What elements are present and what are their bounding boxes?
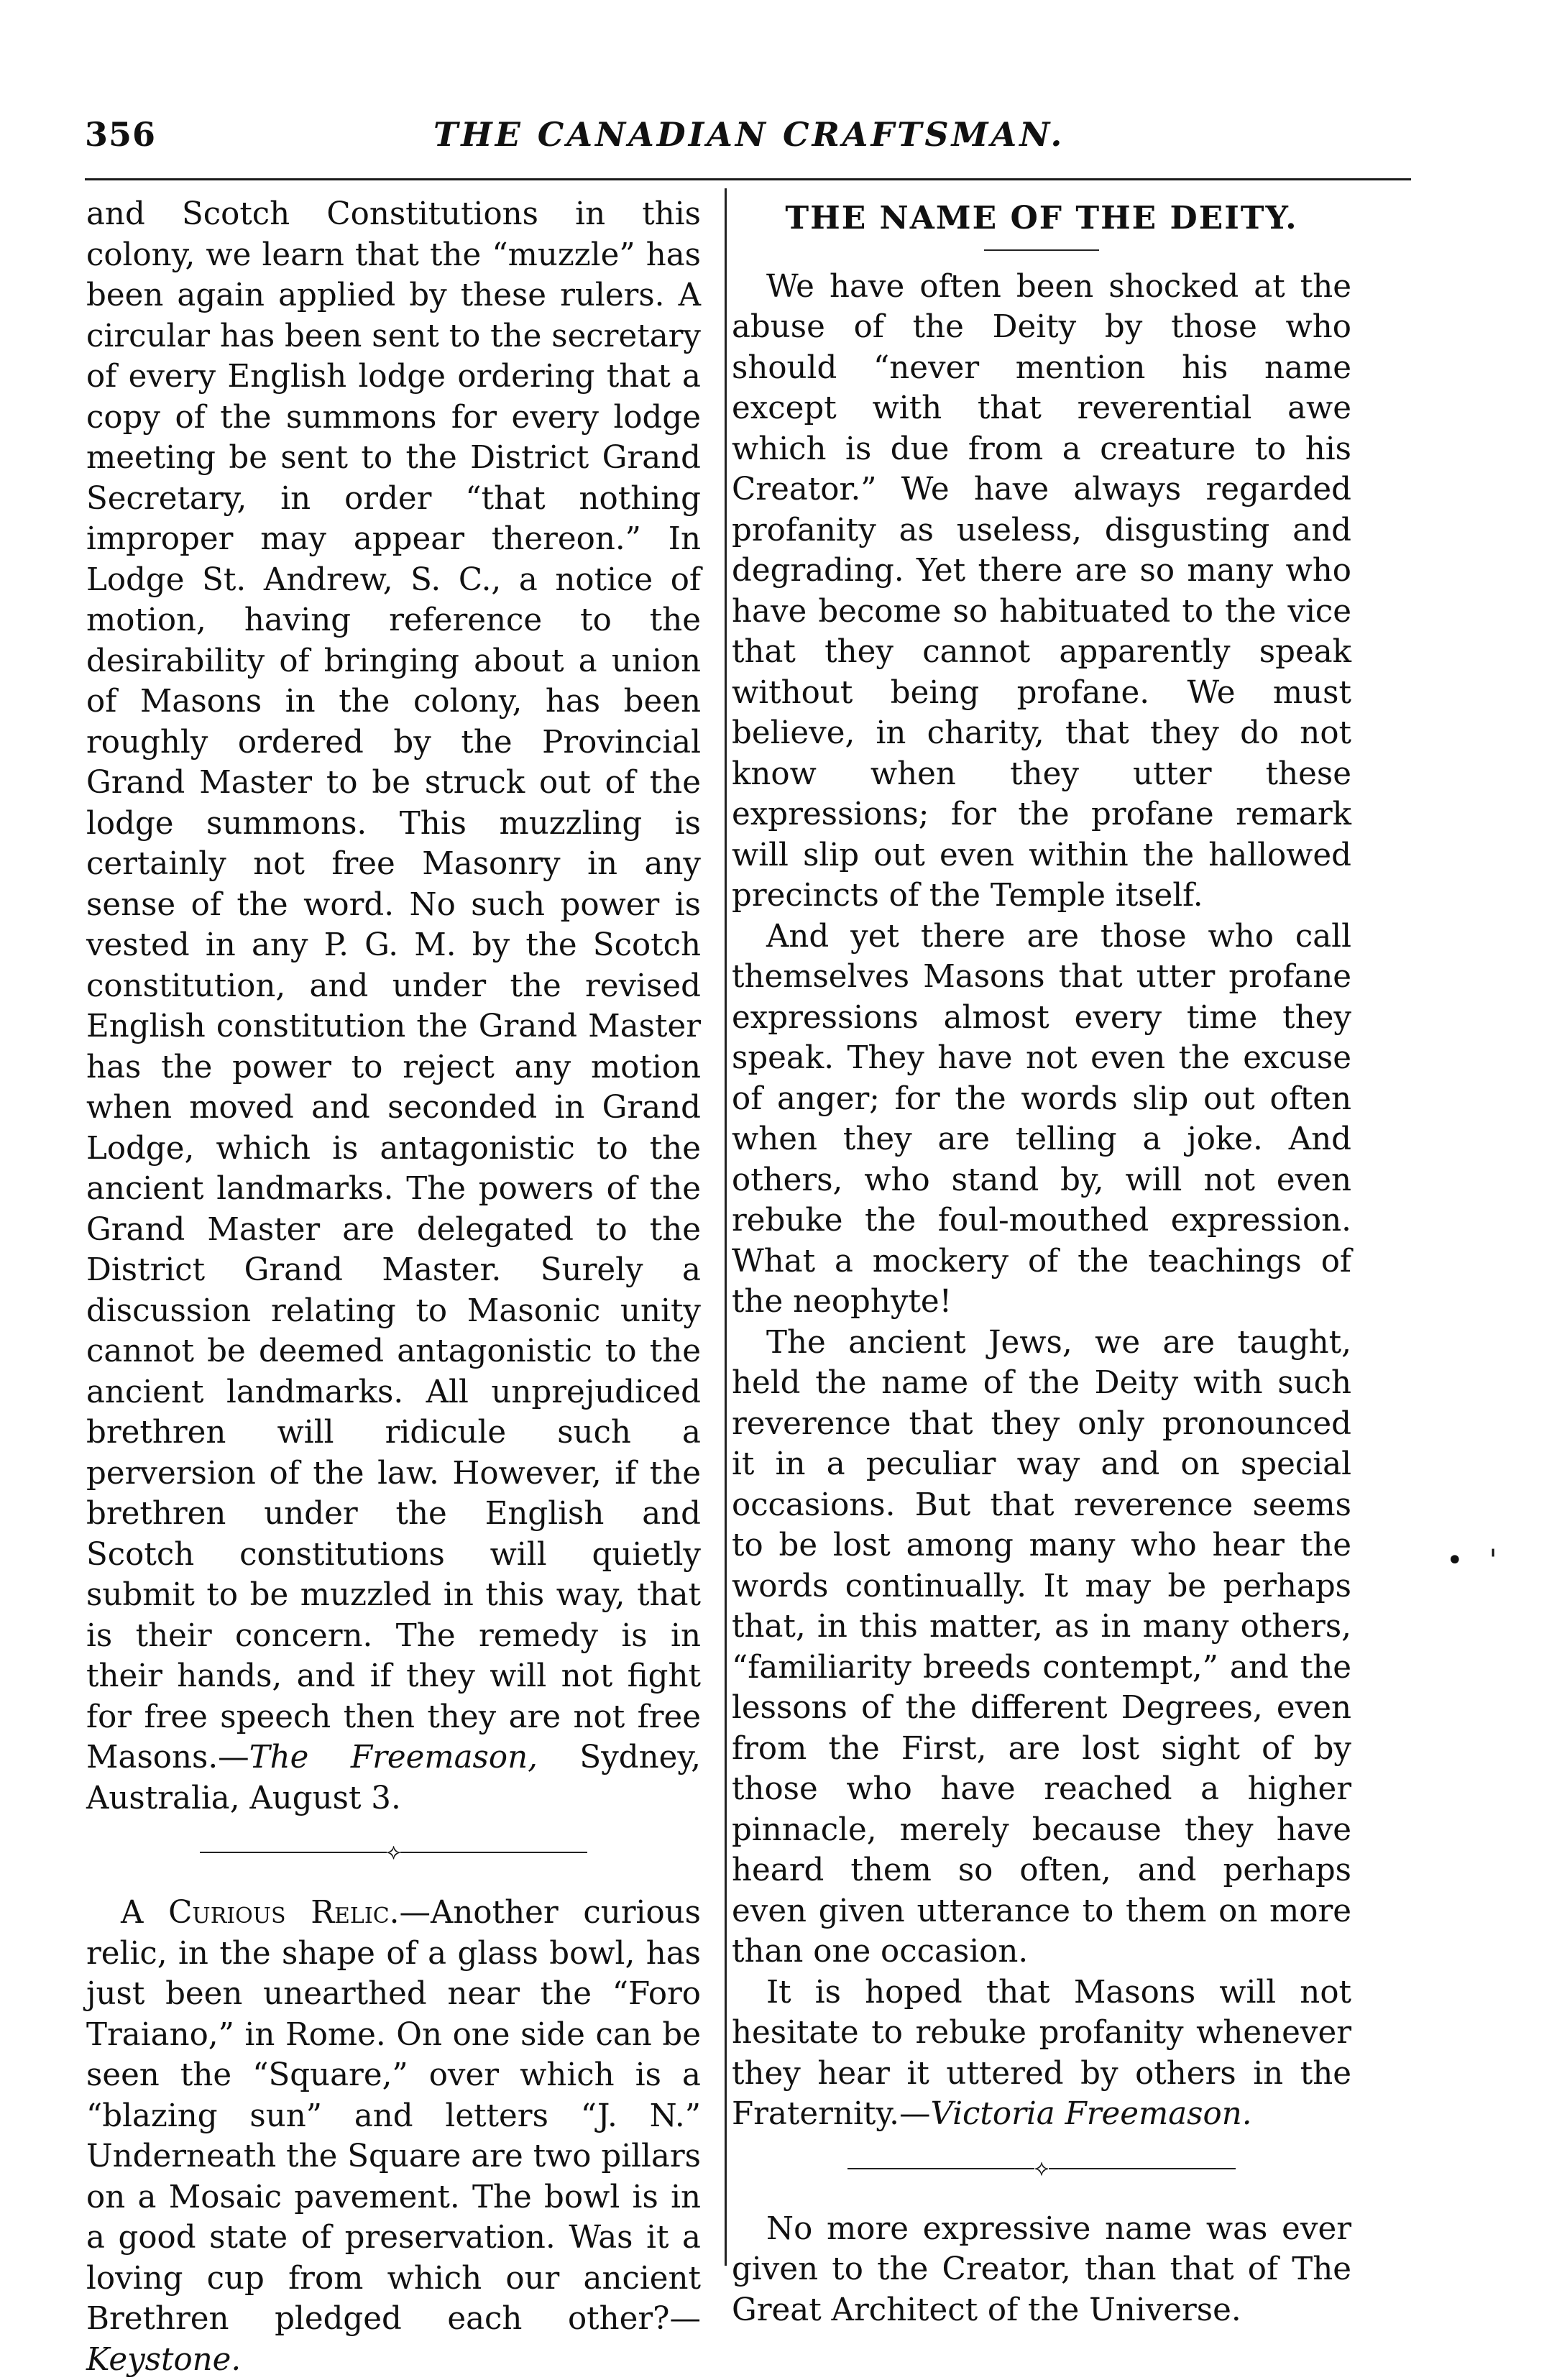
source-citation: The Freemason, <box>249 1740 538 1775</box>
left-column <box>86 194 701 2380</box>
section-separator: ⟡ <box>732 2154 1351 2183</box>
journal-title: THE CANADIAN CRAFTSMAN. <box>433 115 1065 154</box>
article-paragraph: The ancient Jews, we are taught, held the name of the Deity with such reverence that they only pronounced it in a peculiar way and on special occasions. But that reverence seems to be lost among many who hear the words continually. It may be perhaps that, in this matter, as in many others, “familiarity breeds contempt,” and the lessons of the different Degrees, even from the First, are lost sight of by those who have reached a higher pinnacle, merely because they have heard them so often, and perhaps even given utterance to them on more than one occasion. <box>732 1324 1351 1970</box>
section-separator: ⟡ <box>86 1837 701 1867</box>
article-paragraph: It is hoped that Masons will not hesitate to rebuke profanity whenever they hear it uttered by others in the Fraternity.—Victoria Freemason. <box>732 1974 1351 2132</box>
column-divider <box>725 188 727 2266</box>
source-citation: Keystone. <box>86 2341 242 2378</box>
heading-rule <box>984 249 1099 251</box>
article-heading: THE NAME OF THE DEITY. <box>785 200 1298 236</box>
right-column <box>732 194 1351 2330</box>
page-number: 356 <box>85 115 157 154</box>
muzzle-article: and Scotch Constitutions in this colony, we learn that the “muzzle” has been again applied by these rulers. A circular has been sent to the secretary of every English lodge ordering that a copy of the summons for every lodge meeting be sent to the District Grand Secretary, in order “that nothing improper may appear thereon.” In Lodge St. Andrew, S. C., a notice of motion, having reference to the desirability of bringing about a union of Masons in the colony, has been roughly ordered by the Provincial Grand Master to be struck out of the lodge summons. This muzzling is certainly not free Masonry in any sense of the word. No such power is vested in any P. G. M. by the Scotch constitution, and under the revised English constitution the Grand Master has the power to reject any motion when moved and seconded in Grand Lodge, which is antagonistic to the ancient landmarks. The powers of the Grand Master are delegated to the District Grand Master. Surely a discussion relating to Masonic unity cannot be deemed antagonistic to the ancient landmarks. All unprejudiced brethren will ridicule such a perversion of the law. However, if the brethren under the English and Scotch constitutions will quietly submit to be muzzled in this way, that is their concern. The remedy is in their hands, and if they will not fight for free speech then they are not free Masons.—The Freemason, Sydney, Australia, August 3. <box>86 196 702 1816</box>
source-citation: Victoria Freemason. <box>930 2096 1252 2132</box>
page-header <box>85 115 1411 165</box>
closing-paragraph: No more expressive name was ever given to the Creator, than that of The Great Architect of the Universe. <box>732 2210 1351 2328</box>
header-rule <box>85 178 1411 180</box>
margin-marks: •​' <box>1446 1544 1523 1577</box>
relic-article: A Curious Relic.—Another curious relic, in the shape of a glass bowl, has just been unearthed near the “Foro Traiano,” in Rome. On one side can be seen the “Square,” over which is a “blazing sun” and letters “J. N.” Underneath the Square are two pillars on a Mosaic pavement. The bowl is in a good state of preservation. Was it a loving cup from which our ancient Brethren pledged each other?—Keystone. <box>86 1895 701 2378</box>
article-paragraph: We have often been shocked at the abuse of the Deity by those who should “never mention his name except with that reverential awe which is due from a creature to his Creator.” We have always regarded profanity as useless, disgusting and degrading. Yet there are so many who have become so habituated to the vice that they cannot apparently speak without being profane. We must believe, in charity, that they do not know when they utter these expressions; for the profane remark will slip out even within the hallowed precincts of the Temple itself. <box>732 268 1351 914</box>
relic-lead-in: A Curious Relic. <box>121 1895 400 1931</box>
article-paragraph: And yet there are those who call themselves Masons that utter profane expressions almost every time they speak. They have not even the excuse of anger; for the words slip out often when they are telling a joke. And others, who stand by, will not even rebuke the foul-mouthed expression. What a mockery of the teachings of the neophyte! <box>732 918 1351 1320</box>
